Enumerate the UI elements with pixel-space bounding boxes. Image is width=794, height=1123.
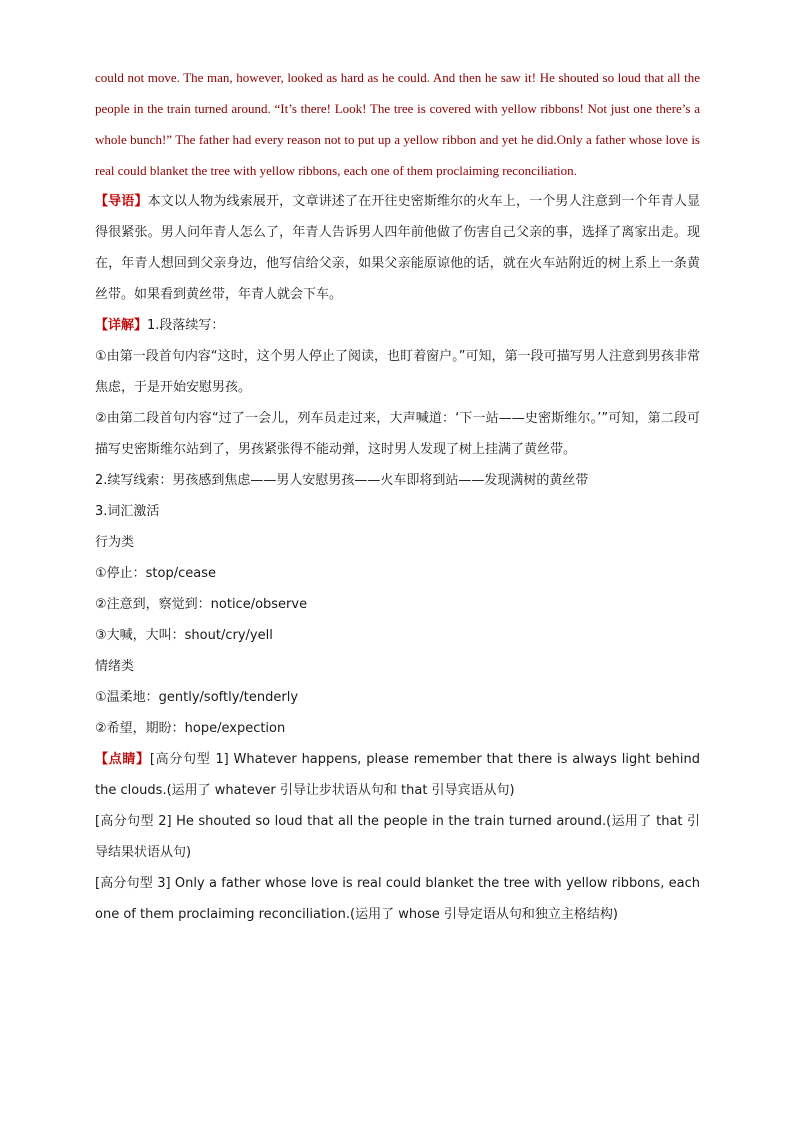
emotion-item: ①温柔地：gently/softly/tenderly xyxy=(95,690,299,705)
passage-paragraph: could not move. The man, however, looked as hard as he could. And then he saw it! He shouted so loud that all the people in the train turned around. “It’s there! Look! The tree is covered with yellow ribbons! Not just one there’s a whole bunch!” The father had every reason not to put up a yellow ribbon and yet he did.Only a father whose love is real could blanket the tree with yellow ribbons, each one of them proclaiming reconciliation. xyxy=(95,70,700,178)
vocab-heading: 3.词汇激活 xyxy=(95,504,160,519)
detail-tag: 【详解】 xyxy=(95,318,148,333)
detail-heading-line xyxy=(95,310,700,341)
highlight-s1-text: [高分句型 1] Whatever happens, please remember that there is always light behind the clouds.(运用了 whatever 引导让步状语从句和 that 引导宾语从句) xyxy=(95,752,700,798)
detail-point-2: ②由第二段首句内容“过了一会儿，列车员走过来，大声喊道：‘下一站——史密斯维尔。’”可知，第二段可描写史密斯维尔站到了，男孩紧张得不能动弹，这时男人发现了树上挂满了黄丝带。 xyxy=(95,411,700,457)
emotion-heading: 情绪类 xyxy=(95,659,135,674)
highlight-tag: 【点睛】 xyxy=(95,752,150,767)
clue-line: 2.续写线索：男孩感到焦虑——男人安慰男孩——火车即将到站——发现满树的黄丝带 xyxy=(95,473,589,488)
emotion-item: ②希望，期盼：hope/expection xyxy=(95,721,286,736)
guide-tag: 【导语】 xyxy=(95,194,148,209)
action-item: ①停止：stop/cease xyxy=(95,566,216,581)
guide-paragraph xyxy=(95,186,700,310)
highlight-sentence-2: [高分句型 2] He shouted so loud that all the people in the train turned around.(运用了 that 引导结果状语从句) xyxy=(95,814,700,860)
action-heading: 行为类 xyxy=(95,535,135,550)
highlight-sentence-3: [高分句型 3] Only a father whose love is real could blanket the tree with yellow ribbons, each one of them proclaiming reconciliation.(运用了 whose 引导定语从句和独立主格结构) xyxy=(95,876,700,922)
guide-text: 本文以人物为线索展开，文章讲述了在开往史密斯维尔的火车上，一个男人注意到一个年青人显得很紧张。男人问年青人怎么了，年青人告诉男人四年前他做了伤害自己父亲的事，选择了离家出走。现在，年青人想回到父亲身边，他写信给父亲，如果父亲能原谅他的话，就在火车站附近的树上系上一条黄丝带。如果看到黄丝带，年青人就会下车。 xyxy=(95,194,700,302)
detail-point-1: ①由第一段首句内容“这时，这个男人停止了阅读，也盯着窗户。”可知，第一段可描写男人注意到男孩非常焦虑，于是开始安慰男孩。 xyxy=(95,349,700,395)
detail-heading: 1.段落续写： xyxy=(147,318,225,333)
document-page xyxy=(95,62,700,930)
highlight-sentence-1 xyxy=(95,744,700,806)
action-item: ②注意到，察觉到：notice/observe xyxy=(95,597,308,612)
action-item: ③大喊，大叫：shout/cry/yell xyxy=(95,628,273,643)
